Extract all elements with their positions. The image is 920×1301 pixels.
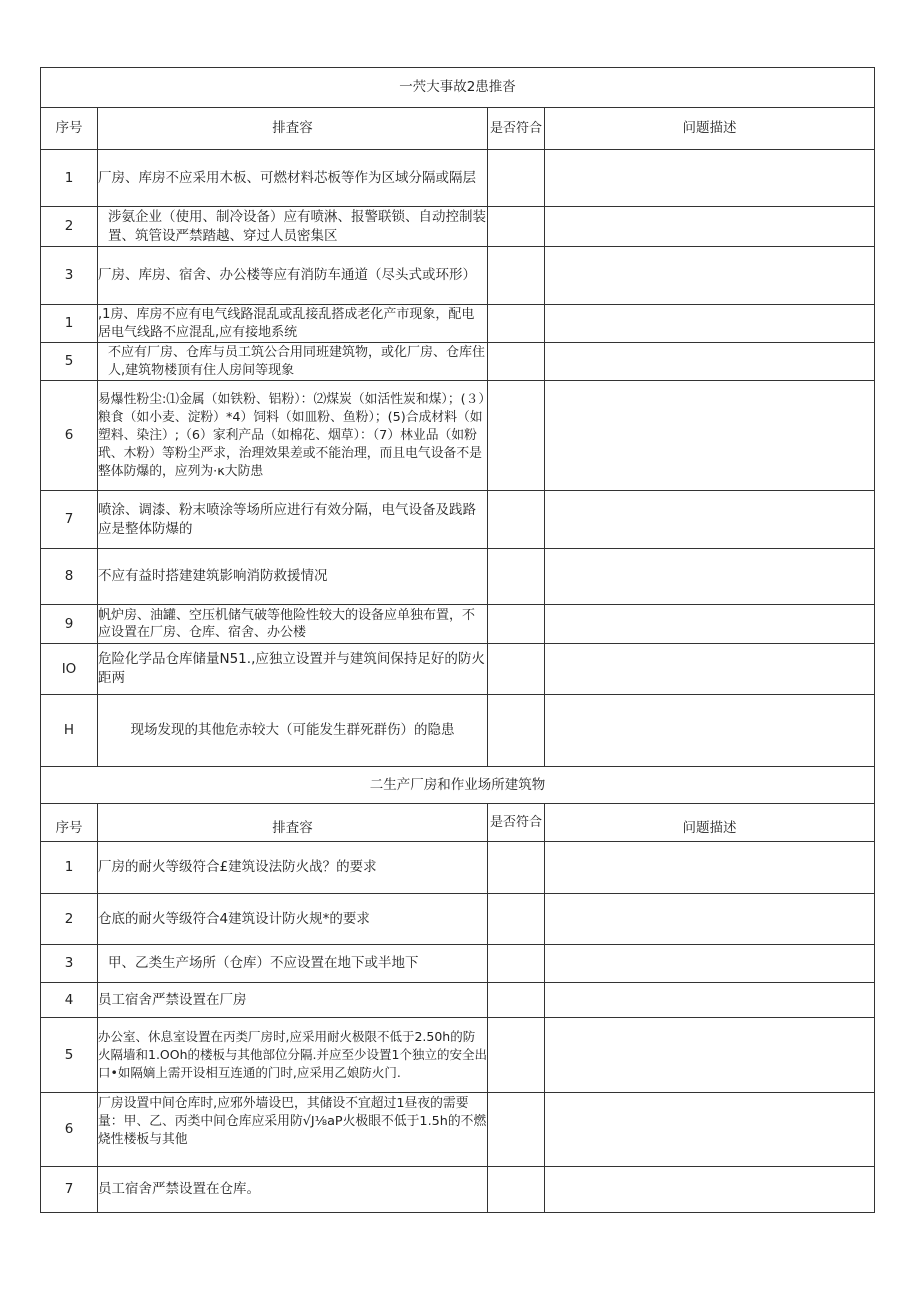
row-content: 危险化学品仓库储量N51.,应独立设置并与建筑间保持足好的防火距两 <box>98 644 488 695</box>
row-desc-cell <box>545 1093 875 1167</box>
row-number: IO <box>41 644 98 695</box>
row-ok-cell <box>488 1018 545 1093</box>
table-row <box>41 305 875 343</box>
section-title: 一茓大事故2患推沓 <box>41 68 875 108</box>
header-row <box>41 108 875 150</box>
row-content: 员工宿舍严禁设置在仓库。 <box>98 1167 488 1213</box>
row-number: 7 <box>41 491 98 549</box>
table-row <box>41 1018 875 1093</box>
header-desc: 问题描述 <box>545 108 875 150</box>
inspection-table <box>40 67 875 1213</box>
table-row <box>41 945 875 983</box>
row-content: 办公室、休息室设置在丙类厂房时,应采用耐火极限不低于2.50h的防火隔墙和1.OOh的楼板与其他部位分隔.并应至少设置1个独立的安全出口•如隔嫡上需开设相互连通的门时,应采用乙娘防火门. <box>98 1018 488 1093</box>
row-content: 仓底的耐火等级符合4建筑设计防火规*的要求 <box>98 894 488 945</box>
row-ok-cell <box>488 945 545 983</box>
header-ok: 是否符合 <box>488 804 545 842</box>
table-row <box>41 894 875 945</box>
row-ok-cell <box>488 605 545 644</box>
row-ok-cell <box>488 983 545 1018</box>
row-content: 不应有厂房、仓库与员工筑公合用同班建筑物，或化厂房、仓库住人,建筑物楼顶有住人房间等现象 <box>98 343 488 381</box>
row-desc-cell <box>545 549 875 605</box>
row-ok-cell <box>488 644 545 695</box>
row-ok-cell <box>488 842 545 894</box>
row-ok-cell <box>488 305 545 343</box>
row-content: 厂房的耐火等级符合£建筑设法防火战？的要求 <box>98 842 488 894</box>
row-desc-cell <box>545 644 875 695</box>
row-ok-cell <box>488 207 545 247</box>
table-row <box>41 842 875 894</box>
table-row <box>41 695 875 767</box>
row-desc-cell <box>545 695 875 767</box>
header-content: 排査容 <box>98 804 488 842</box>
table-row <box>41 207 875 247</box>
row-number: 3 <box>41 945 98 983</box>
row-number: 9 <box>41 605 98 644</box>
row-desc-cell <box>545 842 875 894</box>
header-row <box>41 804 875 842</box>
table-row <box>41 605 875 644</box>
row-ok-cell <box>488 894 545 945</box>
row-ok-cell <box>488 491 545 549</box>
row-content: 涉氨企业（使用、制冷设备）应有喷淋、报警联锁、自动控制装置、筑管设严禁踏越、穿过人员密集区 <box>98 207 488 247</box>
row-ok-cell <box>488 695 545 767</box>
row-number: 7 <box>41 1167 98 1213</box>
row-number: 6 <box>41 1093 98 1167</box>
row-content: 厂房、库房不应采用木板、可燃材料芯板等作为区域分隔或隔层 <box>98 150 488 207</box>
row-content: 易爆性粉尘:⑴金属（如铁粉、铝粉）：⑵煤炭（如活性炭和煤）；(３）粮食（如小麦、淀粉）*4）饲料（如皿粉、鱼粉）；(5)合成材料（如塑料、染注）;（6）家利产品（如棉花、烟草）：（7）林业品（如粉玳、木粉）等粉尘严求，治理效果差或不能治理，而且电气设备不是整体防爆的，应列为·κ大防患 <box>98 381 488 491</box>
row-number: 1 <box>41 150 98 207</box>
row-number: H <box>41 695 98 767</box>
row-content: 员工宿舍严禁设置在厂房 <box>98 983 488 1018</box>
row-content: 喷涂、调漆、粉末喷涂等场所应进行有效分隔，电气设备及践路应是整体防爆的 <box>98 491 488 549</box>
row-desc-cell <box>545 1018 875 1093</box>
header-no: 序号 <box>41 804 98 842</box>
row-desc-cell <box>545 945 875 983</box>
row-content: 不应有益时搭建建筑影响消防救援情况 <box>98 549 488 605</box>
row-desc-cell <box>545 207 875 247</box>
row-desc-cell <box>545 894 875 945</box>
row-desc-cell <box>545 983 875 1018</box>
row-number: 3 <box>41 247 98 305</box>
table-row <box>41 150 875 207</box>
row-number: 1 <box>41 842 98 894</box>
row-ok-cell <box>488 549 545 605</box>
row-ok-cell <box>488 381 545 491</box>
table-row <box>41 491 875 549</box>
row-desc-cell <box>545 150 875 207</box>
row-number: 6 <box>41 381 98 491</box>
header-no: 序号 <box>41 108 98 150</box>
row-content: 帆炉房、油罐、空压机储气破等他险性较大的设备应单独布置，不应设置在厂房、仓库、宿舍、办公楼 <box>98 605 488 644</box>
section-title: 二生产厂房和作业场所建筑物 <box>41 767 875 804</box>
header-ok: 是否符合 <box>488 108 545 150</box>
table-row <box>41 343 875 381</box>
row-content: 厂房、库房、宿舍、办公楼等应有消防车通道（尽头式或环形） <box>98 247 488 305</box>
table-row <box>41 644 875 695</box>
row-desc-cell <box>545 605 875 644</box>
row-ok-cell <box>488 1167 545 1213</box>
row-ok-cell <box>488 343 545 381</box>
table-row <box>41 1093 875 1167</box>
row-ok-cell <box>488 150 545 207</box>
row-desc-cell <box>545 491 875 549</box>
table-row <box>41 1167 875 1213</box>
row-number: 2 <box>41 207 98 247</box>
row-content: ,1房、库房不应有电气线路混乱或乱接乱搭成老化产市现象，配电居电气线路不应混乱,应有接地系统 <box>98 305 488 343</box>
row-content: 厂房设置中间仓库时,应邪外墙设巴，其储设不宜超过1昼夜的需要量：甲、乙、丙类中间仓库应采用防√J⅛aP火极眼不低于1.5h的不燃烧性楼板与其他 <box>98 1093 488 1167</box>
row-ok-cell <box>488 1093 545 1167</box>
row-number: 8 <box>41 549 98 605</box>
row-desc-cell <box>545 305 875 343</box>
table-row <box>41 549 875 605</box>
row-desc-cell <box>545 1167 875 1213</box>
row-number: 2 <box>41 894 98 945</box>
table-row <box>41 381 875 491</box>
section-title-row <box>41 767 875 804</box>
table-row <box>41 247 875 305</box>
row-number: 5 <box>41 343 98 381</box>
row-ok-cell <box>488 247 545 305</box>
header-content: 排査容 <box>98 108 488 150</box>
row-desc-cell <box>545 381 875 491</box>
row-number: 1 <box>41 305 98 343</box>
section-title-row <box>41 68 875 108</box>
table-row <box>41 983 875 1018</box>
row-content: 甲、乙类生产场所（仓库）不应设置在地下或半地下 <box>98 945 488 983</box>
row-content: 现场发现的其他危赤较大（可能发生群死群伤）的隐患 <box>98 695 488 767</box>
row-number: 5 <box>41 1018 98 1093</box>
header-desc: 问题描述 <box>545 804 875 842</box>
row-desc-cell <box>545 247 875 305</box>
row-number: 4 <box>41 983 98 1018</box>
row-desc-cell <box>545 343 875 381</box>
